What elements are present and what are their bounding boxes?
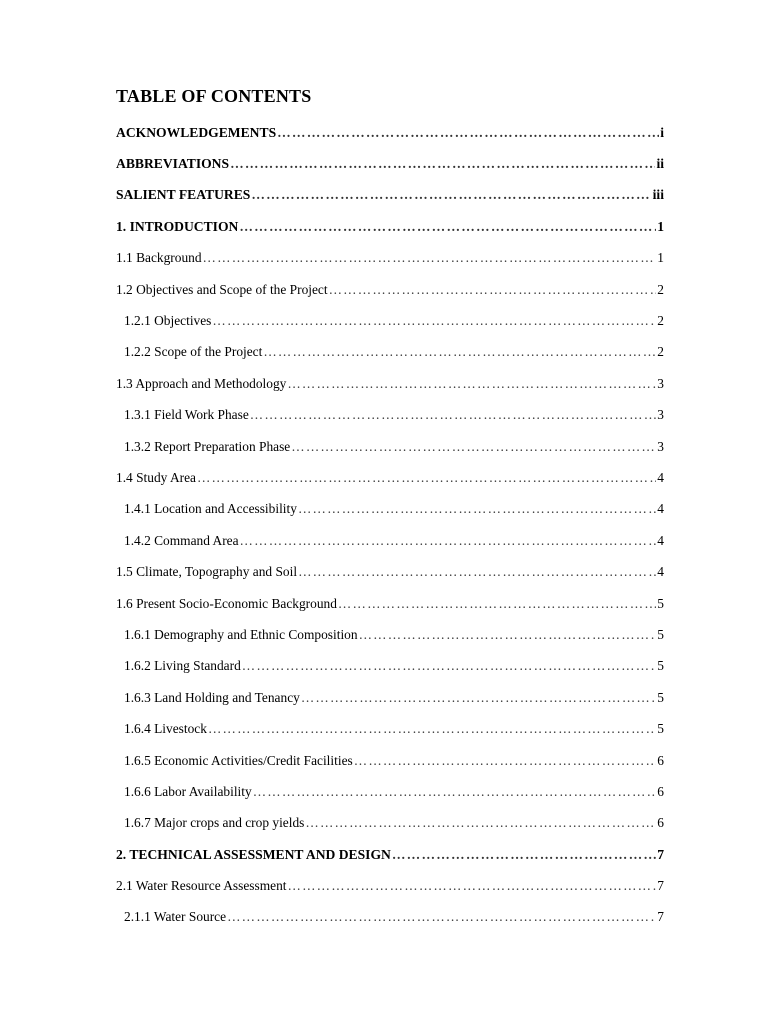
toc-entry-page-number: 7 (657, 846, 664, 862)
toc-entry-page-number: 4 (657, 564, 664, 580)
toc-dot-leader (251, 187, 651, 203)
toc-entry[interactable] (116, 556, 664, 587)
toc-entry-label: 1.3.2 Report Preparation Phase (124, 438, 291, 454)
toc-entry[interactable] (116, 713, 664, 744)
toc-entry-label: 1.2.1 Objectives (124, 313, 212, 329)
toc-entry[interactable] (116, 400, 664, 431)
toc-entry[interactable] (116, 745, 664, 776)
toc-entry-label: 1.3 Approach and Methodology (116, 375, 287, 391)
toc-entry-page-number: 5 (657, 626, 664, 642)
toc-dot-leader (287, 376, 656, 392)
toc-entry[interactable] (116, 776, 664, 807)
toc-entry-label: 2.1 Water Resource Assessment (116, 878, 287, 894)
toc-entry-label: 1.6.6 Labor Availability (124, 783, 252, 799)
toc-dot-leader (329, 282, 657, 298)
table-of-contents (116, 117, 664, 933)
toc-entry-label: SALIENT FEATURES (116, 187, 251, 203)
toc-entry-page-number: 1 (657, 250, 664, 266)
toc-entry-page-number: 5 (657, 658, 664, 674)
toc-entry-page-number: 2 (657, 313, 664, 329)
toc-entry[interactable] (116, 588, 664, 619)
toc-entry[interactable] (116, 305, 664, 336)
toc-entry-page-number: 4 (657, 501, 664, 517)
toc-entry-page-number: 6 (657, 752, 664, 768)
toc-entry[interactable] (116, 839, 664, 870)
toc-entry-label: 1.5 Climate, Topography and Soil (116, 564, 298, 580)
toc-entry-page-number: 5 (657, 595, 664, 611)
toc-dot-leader (305, 815, 656, 831)
toc-entry-page-number: 6 (657, 783, 664, 799)
toc-dot-leader (250, 407, 657, 423)
toc-entry-label: 2. TECHNICAL ASSESSMENT AND DESIGN (116, 846, 391, 862)
toc-entry-page-number: ii (656, 156, 664, 172)
toc-entry[interactable] (116, 808, 664, 839)
toc-entry-page-number: 1 (657, 218, 664, 234)
toc-dot-leader (208, 721, 656, 737)
toc-entry-page-number: 7 (657, 878, 664, 894)
toc-entry[interactable] (116, 619, 664, 650)
toc-dot-leader (263, 344, 656, 360)
toc-dot-leader (240, 533, 657, 549)
toc-dot-leader (392, 847, 656, 863)
toc-entry[interactable] (116, 462, 664, 493)
toc-entry-label: 1.6.3 Land Holding and Tenancy (124, 689, 300, 705)
toc-dot-leader (277, 125, 659, 141)
toc-entry-label: 1.6.7 Major crops and crop yields (124, 815, 305, 831)
toc-entry-label: 1.2 Objectives and Scope of the Project (116, 281, 328, 297)
toc-entry[interactable] (116, 337, 664, 368)
toc-entry[interactable] (116, 870, 664, 901)
toc-entry[interactable] (116, 525, 664, 556)
toc-entry-page-number: 3 (657, 375, 664, 391)
toc-entry-page-number: 5 (657, 689, 664, 705)
toc-entry-page-number: 6 (657, 815, 664, 831)
toc-entry[interactable] (116, 902, 664, 933)
toc-dot-leader (230, 156, 655, 172)
toc-entry-page-number: iii (652, 187, 664, 203)
toc-entry-label: 1.4.2 Command Area (124, 532, 239, 548)
page-title: TABLE OF CONTENTS (116, 86, 312, 106)
toc-dot-leader (242, 658, 657, 674)
toc-entry-label: 1.3.1 Field Work Phase (124, 407, 249, 423)
toc-entry-label: 1.6 Present Socio-Economic Background (116, 595, 337, 611)
toc-entry-label: 1.6.4 Livestock (124, 721, 207, 737)
toc-dot-leader (354, 753, 657, 769)
toc-dot-leader (298, 564, 656, 580)
toc-dot-leader (338, 596, 656, 612)
toc-entry[interactable] (116, 682, 664, 713)
toc-entry-label: 1.4.1 Location and Accessibility (124, 501, 297, 517)
toc-dot-leader (212, 313, 656, 329)
toc-entry[interactable] (116, 368, 664, 399)
toc-dot-leader (291, 439, 656, 455)
toc-dot-leader (359, 627, 657, 643)
toc-entry-page-number: 2 (657, 281, 664, 297)
toc-entry-label: 1.2.2 Scope of the Project (124, 344, 263, 360)
toc-dot-leader (301, 690, 656, 706)
toc-entry[interactable] (116, 431, 664, 462)
toc-entry[interactable] (116, 180, 664, 211)
toc-entry[interactable] (116, 117, 664, 148)
toc-dot-leader (298, 501, 656, 517)
toc-dot-leader (253, 784, 657, 800)
toc-entry[interactable] (116, 494, 664, 525)
toc-dot-leader (227, 909, 656, 925)
toc-entry-label: 1.1 Background (116, 250, 202, 266)
toc-entry-page-number: 7 (657, 909, 664, 925)
toc-entry[interactable] (116, 243, 664, 274)
toc-entry-page-number: 4 (657, 469, 664, 485)
toc-dot-leader (203, 250, 657, 266)
toc-entry-label: 1.6.2 Living Standard (124, 658, 241, 674)
toc-entry-label: ACKNOWLEDGEMENTS (116, 124, 277, 140)
toc-entry-label: 1.6.5 Economic Activities/Credit Facilities (124, 752, 353, 768)
toc-entry[interactable] (116, 211, 664, 242)
toc-entry-label: 2.1.1 Water Source (124, 909, 227, 925)
toc-entry-label: 1.6.1 Demography and Ethnic Composition (124, 626, 358, 642)
toc-entry-label: ABBREVIATIONS (116, 156, 230, 172)
toc-entry-page-number: 2 (657, 344, 664, 360)
toc-entry-page-number: 3 (657, 438, 664, 454)
toc-entry[interactable] (116, 148, 664, 179)
toc-entry[interactable] (116, 651, 664, 682)
toc-dot-leader (288, 878, 657, 894)
toc-entry-page-number: 3 (657, 407, 664, 423)
toc-entry-page-number: 5 (657, 721, 664, 737)
toc-entry-page-number: i (660, 124, 664, 140)
toc-entry-page-number: 4 (657, 532, 664, 548)
toc-entry-label: 1.4 Study Area (116, 469, 196, 485)
toc-dot-leader (239, 219, 656, 235)
toc-entry-label: 1. INTRODUCTION (116, 218, 239, 234)
toc-dot-leader (197, 470, 656, 486)
toc-entry[interactable] (116, 274, 664, 305)
